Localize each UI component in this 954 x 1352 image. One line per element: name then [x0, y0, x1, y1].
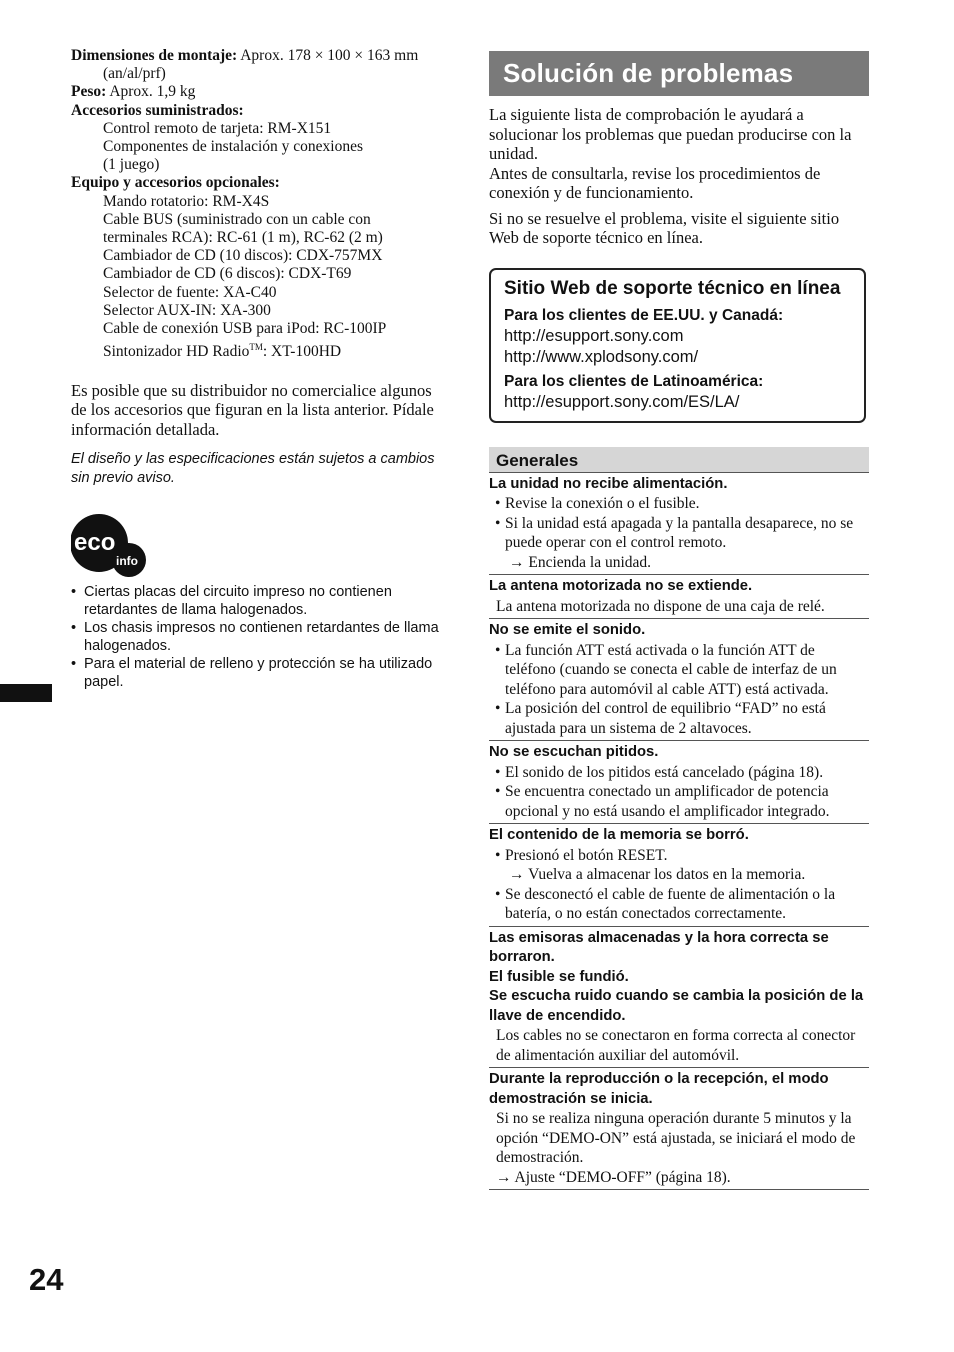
solution-text: La antena motorizada no dispone de una caja de relé.: [496, 597, 825, 615]
spec-value: Aprox. 1,9 kg: [106, 83, 196, 101]
spec-detail: (1 juego): [103, 156, 160, 174]
eco-bullet-text: Para el material de relleno y protección se ha utilizado papel.: [84, 656, 433, 690]
bullet-dot: •: [495, 495, 501, 512]
spec-detail: (an/al/prf): [103, 65, 166, 83]
solution-text: Vuelva a almacenar los datos en la memoria.: [528, 866, 806, 883]
arrow-icon: →: [509, 866, 529, 883]
spec-detail: Componentes de instalación y conexiones: [103, 138, 363, 156]
bullet-dot: •: [71, 584, 77, 600]
spec-row: [71, 174, 451, 192]
latin-america-url[interactable]: http://esupport.sony.com/ES/LA/: [504, 392, 740, 411]
us-url-1[interactable]: http://esupport.sony.com: [504, 326, 684, 345]
solution-bullet: [489, 782, 869, 821]
solution-bullet: [489, 846, 869, 866]
latin-america-label: Para los clientes de Latinoamérica:: [504, 372, 764, 390]
solution-text: Se desconectó el cable de fuente de alimentación o la batería, o no están conectados correctamente.: [505, 885, 836, 922]
support-box-title: Sitio Web de soporte técnico en línea: [504, 277, 841, 299]
arrow-icon: →: [509, 553, 529, 571]
section-heading-generales: Generales: [489, 447, 869, 473]
trouble-item: [489, 619, 869, 741]
problem-heading: Las emisoras almacenadas y la hora correcta se borraron.: [489, 929, 829, 965]
intro-line: Antes de consultarla, revise los procedimientos de conexión y de funcionamiento.: [489, 163, 821, 202]
distributor-note: Es posible que su distribuidor no comercialice algunos de los accesorios que figuran en la lista anterior. Pídale información detallada.: [71, 380, 434, 439]
solution-text: Presionó el botón RESET.: [505, 846, 668, 864]
trouble-item: [489, 1068, 869, 1190]
solution-action: [489, 1168, 869, 1188]
solution-bullet: [489, 699, 869, 738]
intro-paragraph-2: Si no se resuelve el problema, visite el siguiente sitio Web de soporte técnico en línea.: [489, 208, 840, 247]
solution-bullet: [489, 885, 869, 924]
eco-info-logo: [71, 513, 149, 579]
trouble-item: [489, 473, 869, 576]
spec-detail: Cable de conexión USB para iPod: RC-100IP: [103, 320, 387, 338]
solution-text: La posición del control de equilibrio “FAD” no está ajustada para un sistema de 2 altavoces.: [505, 700, 826, 737]
trademark-symbol: TM: [249, 342, 263, 353]
spec-row: [71, 47, 451, 65]
troubleshooting-list: [489, 473, 869, 1191]
eco-info-icon: [71, 513, 149, 579]
solution-text: Si no se realiza ninguna operación durante 5 minutos y la opción “DEMO-ON” está ajustada, se iniciará el modo de demostración.: [496, 1110, 856, 1166]
eco-bullet-item: [71, 619, 443, 655]
eco-logo-text: eco: [74, 529, 116, 556]
solution-bullet: [489, 763, 869, 783]
trouble-item: [489, 824, 869, 927]
solution-text: La función ATT está activada o la función ATT de teléfono (cuando se conecta el cable de interfaz de un teléfono para automóvil al cable ATT) está activada.: [505, 641, 837, 698]
solution-text: El sonido de los pitidos está cancelado (página 18).: [505, 763, 824, 781]
left-column: [71, 47, 451, 690]
bullet-dot: •: [495, 783, 501, 800]
us-url-2[interactable]: http://www.xplodsony.com/: [504, 347, 699, 366]
spec-row: [71, 102, 451, 120]
section-tab-marker: [0, 684, 52, 702]
spec-detail: Cambiador de CD (6 discos): CDX-T69: [103, 265, 352, 283]
specifications: [71, 47, 451, 338]
problem-heading: La antena motorizada no se extiende.: [489, 578, 753, 594]
problem-heading: No se escuchan pitidos.: [489, 744, 659, 760]
spec-label: Accesorios suministrados:: [71, 101, 244, 119]
problem-heading: El fusible se fundió.: [489, 968, 629, 985]
bullet-dot: •: [495, 700, 501, 717]
hd-radio-spec: [71, 338, 451, 361]
spec-row: [71, 83, 451, 101]
problem-heading: Se escucha ruido cuando se cambia la posición de la llave de encendido.: [489, 988, 864, 1024]
solution-action: [489, 553, 869, 573]
spec-detail: Cable BUS (suministrado con un cable con: [103, 210, 371, 228]
eco-bullet-item: [71, 583, 443, 619]
spec-detail: Cambiador de CD (10 discos): CDX-757MX: [103, 247, 383, 265]
bullet-dot: •: [71, 620, 77, 636]
problem-heading: No se emite el sonido.: [489, 622, 646, 638]
trouble-item: [489, 575, 869, 619]
solution-text: Se encuentra conectado un amplificador de potencia opcional y no está usando el amplificador integrado.: [505, 783, 830, 820]
spec-detail: Selector AUX-IN: XA-300: [103, 301, 271, 319]
hd-radio-prefix: Sintonizador HD Radio: [103, 343, 250, 361]
spec-detail: Mando rotatorio: RM-X4S: [103, 192, 270, 210]
problem-heading: El contenido de la memoria se borró.: [489, 827, 749, 843]
spec-label: Dimensiones de montaje:: [71, 47, 238, 64]
page-title: Solución de problemas: [489, 51, 869, 96]
spec-detail: Control remoto de tarjeta: RM-X151: [103, 119, 332, 137]
spec-label: Peso:: [71, 83, 107, 101]
bullet-dot: •: [495, 763, 501, 781]
solution-bullet: [489, 641, 869, 700]
trouble-item: [489, 741, 869, 824]
spec-detail: Selector de fuente: XA-C40: [103, 283, 277, 301]
hd-radio-suffix: : XT-100HD: [262, 343, 342, 361]
spec-label: Equipo y accesorios opcionales:: [71, 174, 280, 192]
bullet-dot: •: [495, 846, 501, 864]
intro-line: La siguiente lista de comprobación le ayudará a solucionar los problemas que puedan producirse con la unidad.: [489, 105, 852, 163]
problem-heading: Durante la reproducción o la recepción, el modo demostración se inicia.: [489, 1071, 829, 1107]
intro-text: [489, 105, 869, 248]
solution-bullet: [489, 514, 869, 553]
spec-detail: terminales RCA): RC-61 (1 m), RC-62 (2 m): [103, 229, 383, 247]
solution-action: [489, 865, 869, 885]
eco-bullet-text: Los chasis impresos no contienen retardantes de llama halogenados.: [84, 620, 439, 654]
intro-paragraph-1: [489, 105, 869, 203]
us-canada-label: Para los clientes de EE.UU. y Canadá:: [504, 306, 784, 324]
eco-bullet-item: [71, 655, 443, 691]
bullet-dot: •: [495, 885, 501, 903]
right-column: [489, 51, 869, 1190]
solution-text: Si la unidad está apagada y la pantalla desaparece, no se puede operar con el control remoto.: [505, 514, 854, 551]
arrow-icon: →: [496, 1168, 515, 1186]
solution-text: Encienda la unidad.: [528, 553, 652, 571]
solution-text: Revise la conexión o el fusible.: [505, 495, 700, 512]
solution-text: Los cables no se conectaron en forma correcta al conector de alimentación auxiliar del automóvil.: [496, 1027, 856, 1064]
spec-value: Aprox. 178 × 100 × 163 mm: [237, 47, 419, 64]
page-number: 24: [29, 1262, 64, 1297]
design-note: El diseño y las especificaciones están sujetos a cambios sin previo aviso.: [71, 451, 435, 487]
solution-text: Ajuste “DEMO-OFF” (página 18).: [514, 1168, 731, 1186]
bullet-dot: •: [71, 656, 77, 672]
eco-bullet-list: [71, 583, 443, 691]
support-website-box: [489, 268, 866, 423]
trouble-item: [489, 927, 869, 1069]
problem-heading: La unidad no recibe alimentación.: [489, 475, 728, 492]
bullet-dot: •: [495, 641, 501, 659]
bullet-dot: •: [495, 514, 501, 532]
solution-bullet: [489, 494, 869, 514]
eco-bullet-text: Ciertas placas del circuito impreso no contienen retardantes de llama halogenados.: [84, 584, 392, 618]
eco-logo-sub-text: info: [116, 554, 138, 568]
